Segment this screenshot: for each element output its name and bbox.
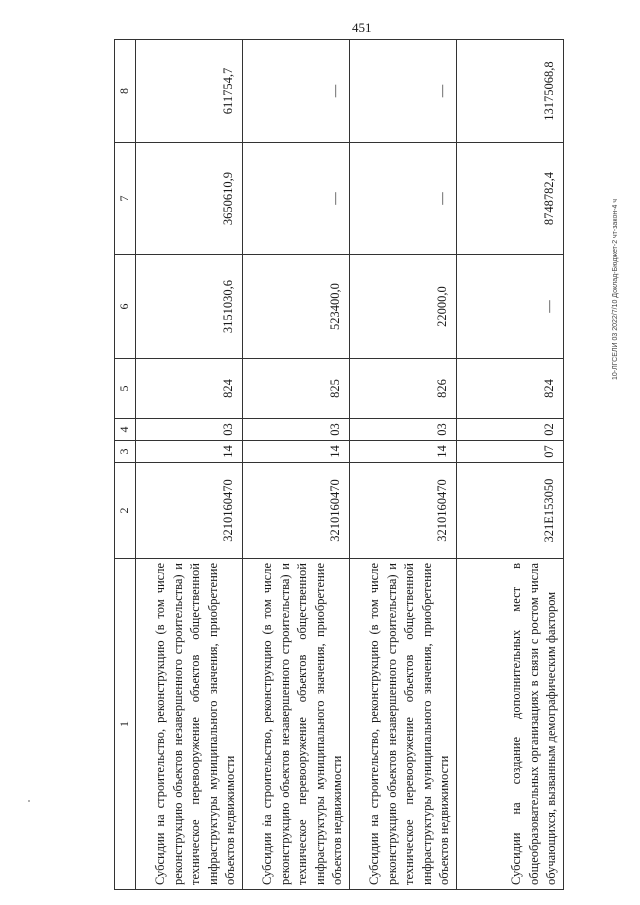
row-amount-col7: 3650610,9 <box>136 143 243 255</box>
row-subsection: 02 <box>457 419 564 441</box>
row-description: Субсидии на строительство, реконструкцию (в том числе реконструкцию объектов незавершенного строительства) и техническое перевооружение объектов общественной инфраструктуры муниципального значения, приобретение объектов недвижимости <box>243 559 350 890</box>
row-target-code: 3210160470 <box>350 463 457 559</box>
rotated-table-wrapper <box>114 40 564 890</box>
row-amount-col6: — <box>457 255 564 359</box>
budget-table-frame <box>114 40 564 890</box>
column-header: 6 <box>115 255 136 359</box>
row-amount-col7: — <box>350 143 457 255</box>
row-amount-col8: 611754,7 <box>136 40 243 143</box>
row-expense-type: 824 <box>457 359 564 419</box>
budget-table <box>114 39 564 890</box>
row-subsection: 03 <box>243 419 350 441</box>
scan-speck <box>28 800 30 802</box>
side-stamp <box>598 40 618 380</box>
row-expense-type: 825 <box>243 359 350 419</box>
row-amount-col6: 523400,0 <box>243 255 350 359</box>
row-target-code: 3210160470 <box>136 463 243 559</box>
table-row <box>243 40 350 890</box>
row-description: Субсидии на создание дополнительных мест в общеобразовательных организациях в связи с ростом числа обучающихся, вызванным демографическим фактором <box>457 559 564 890</box>
row-section: 07 <box>457 441 564 463</box>
row-amount-col7: — <box>243 143 350 255</box>
row-amount-col7: 8748782,4 <box>457 143 564 255</box>
table-row <box>350 40 457 890</box>
row-description: Субсидии на строительство, реконструкцию (в том числе реконструкцию объектов незавершенного строительства) и техническое перевооружение объектов общественной инфраструктуры муниципального значения, приобретение объектов недвижимости <box>136 559 243 890</box>
row-expense-type: 824 <box>136 359 243 419</box>
row-expense-type: 826 <box>350 359 457 419</box>
side-stamp-text: 10-ЛГСЕЛИ 03 2022/7/10 Доклад-Бюджет-2 чт-закон-4 ч <box>612 198 619 380</box>
row-amount-col6: 3151030,6 <box>136 255 243 359</box>
row-description: Субсидии на строительство, реконструкцию (в том числе реконструкцию объектов незавершенного строительства) и техническое перевооружение объектов общественной инфраструктуры муниципального значения, приобретение объектов недвижимости <box>350 559 457 890</box>
column-header: 4 <box>115 419 136 441</box>
column-header: 8 <box>115 40 136 143</box>
row-amount-col8: 13175068,8 <box>457 40 564 143</box>
row-section: 14 <box>350 441 457 463</box>
row-section: 14 <box>136 441 243 463</box>
row-subsection: 03 <box>350 419 457 441</box>
table-row <box>136 40 243 890</box>
column-header: 5 <box>115 359 136 419</box>
header-row <box>115 40 136 890</box>
column-header: 1 <box>115 559 136 890</box>
row-amount-col8: — <box>243 40 350 143</box>
column-header: 3 <box>115 441 136 463</box>
row-amount-col6: 22000,0 <box>350 255 457 359</box>
row-target-code: 3210160470 <box>243 463 350 559</box>
row-amount-col8: — <box>350 40 457 143</box>
row-subsection: 03 <box>136 419 243 441</box>
row-target-code: 321E153050 <box>457 463 564 559</box>
table-row <box>457 40 564 890</box>
row-section: 14 <box>243 441 350 463</box>
column-header: 2 <box>115 463 136 559</box>
column-header: 7 <box>115 143 136 255</box>
page-number: 451 <box>352 20 372 35</box>
